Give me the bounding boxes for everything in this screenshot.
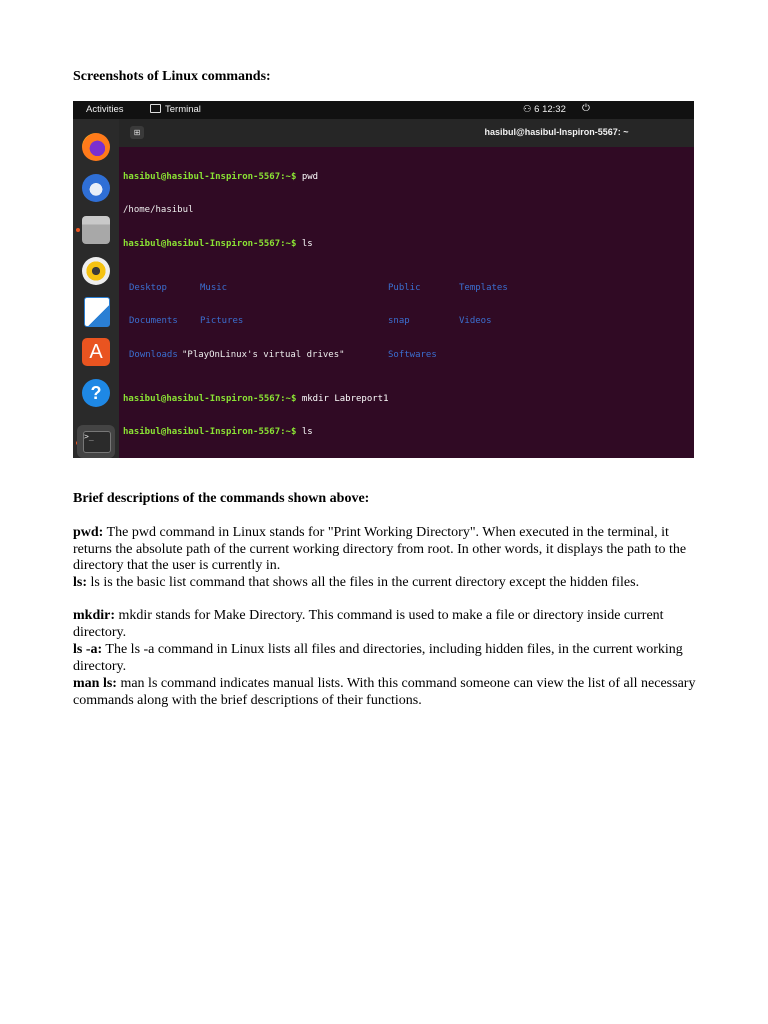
description-text: man ls command indicates manual lists. With this command someone can view the list of all necessary commands along with the brief descriptions of their functions. <box>73 676 696 708</box>
rhythmbox-icon <box>82 257 110 285</box>
description-mkdir <box>73 608 698 641</box>
command: ls <box>301 427 313 438</box>
terminal-screenshot <box>73 101 694 458</box>
firefox-icon <box>82 133 110 161</box>
prompt-line <box>123 394 389 405</box>
ls-entry: Videos <box>459 316 492 327</box>
description-pwd <box>73 525 698 575</box>
description-text: The pwd command in Linux stands for "Print Working Directory". When executed in the terminal, it returns the absolute path of the current working directory from root. In other words, it displays the path to the directory that the user is currently in. <box>73 525 687 574</box>
new-tab-icon: ⊞ <box>130 126 144 139</box>
files-icon <box>82 216 110 244</box>
description-term: ls: <box>73 575 87 590</box>
description-term: man ls: <box>73 676 117 691</box>
description-ls <box>73 575 698 592</box>
activities-button: Activities <box>86 104 124 115</box>
prompt-line <box>123 427 389 438</box>
ls-entry: Public <box>388 283 421 294</box>
description-term: pwd: <box>73 525 104 540</box>
description-text: The ls -a command in Linux lists all files and directories, including hidden files, in the current working directory. <box>73 642 683 674</box>
ls-entry: Softwares <box>388 349 437 360</box>
ls-entry: Templates <box>459 283 508 294</box>
terminal-title-bar <box>119 119 694 147</box>
output-line: /home/hasibul <box>123 205 194 216</box>
ls-entry: Downloads <box>129 349 178 360</box>
command: mkdir Labreport1 <box>301 394 389 405</box>
ls-entry: Desktop <box>129 283 167 294</box>
ls-entry: Music <box>200 283 228 294</box>
terminal-dock-label: >_ <box>83 431 111 453</box>
description-ls-a <box>73 642 698 675</box>
description-term: mkdir: <box>73 608 115 623</box>
ls-row <box>123 349 437 361</box>
prompt-line <box>123 172 389 183</box>
app-menu <box>150 104 201 115</box>
running-indicator <box>76 228 80 232</box>
description-text: mkdir stands for Make Directory. This command is used to make a file or directory inside current directory. <box>73 608 664 640</box>
libreoffice-writer-icon <box>84 297 110 327</box>
ls-row <box>123 316 492 327</box>
description-man-ls <box>73 676 698 709</box>
help-icon: ? <box>82 379 110 407</box>
terminal-dock-icon <box>77 425 115 458</box>
status-icon: ⚇ <box>523 104 532 115</box>
description-term: ls -a: <box>73 642 103 657</box>
thunderbird-icon <box>82 174 110 202</box>
description-text: ls is the basic list command that shows all the files in the current directory except the hidden files. <box>87 575 640 590</box>
section-heading-screenshots: Screenshots of Linux commands: <box>73 69 271 84</box>
ls-entry: "PlayOnLinux's virtual drives" <box>182 349 345 360</box>
clock-label: 6 12:32 <box>534 104 566 115</box>
ubuntu-software-icon: A <box>82 338 110 366</box>
prompt: hasibul@hasibul-Inspiron-5567:~$ <box>123 172 297 183</box>
terminal-icon <box>150 104 161 113</box>
ls-row <box>123 283 508 294</box>
terminal-output <box>123 150 508 458</box>
ls-entry: Documents <box>129 316 178 327</box>
gnome-top-bar <box>73 101 694 119</box>
section-heading-descriptions: Brief descriptions of the commands shown above: <box>73 491 370 506</box>
prompt-line <box>123 239 389 250</box>
ls-entry: Pictures <box>200 316 244 327</box>
prompt: hasibul@hasibul-Inspiron-5567:~$ <box>123 238 297 249</box>
dock <box>73 119 119 458</box>
app-menu-label: Terminal <box>165 104 201 115</box>
clock <box>523 104 566 115</box>
prompt: hasibul@hasibul-Inspiron-5567:~$ <box>123 427 297 438</box>
ls-entry: snap <box>388 316 410 327</box>
command: pwd <box>301 172 319 183</box>
power-icon: ⏻ <box>582 103 590 114</box>
terminal-window-title: hasibul@hasibul-Inspiron-5567: ~ <box>484 127 629 137</box>
prompt: hasibul@hasibul-Inspiron-5567:~$ <box>123 394 297 405</box>
command: ls <box>301 238 313 249</box>
